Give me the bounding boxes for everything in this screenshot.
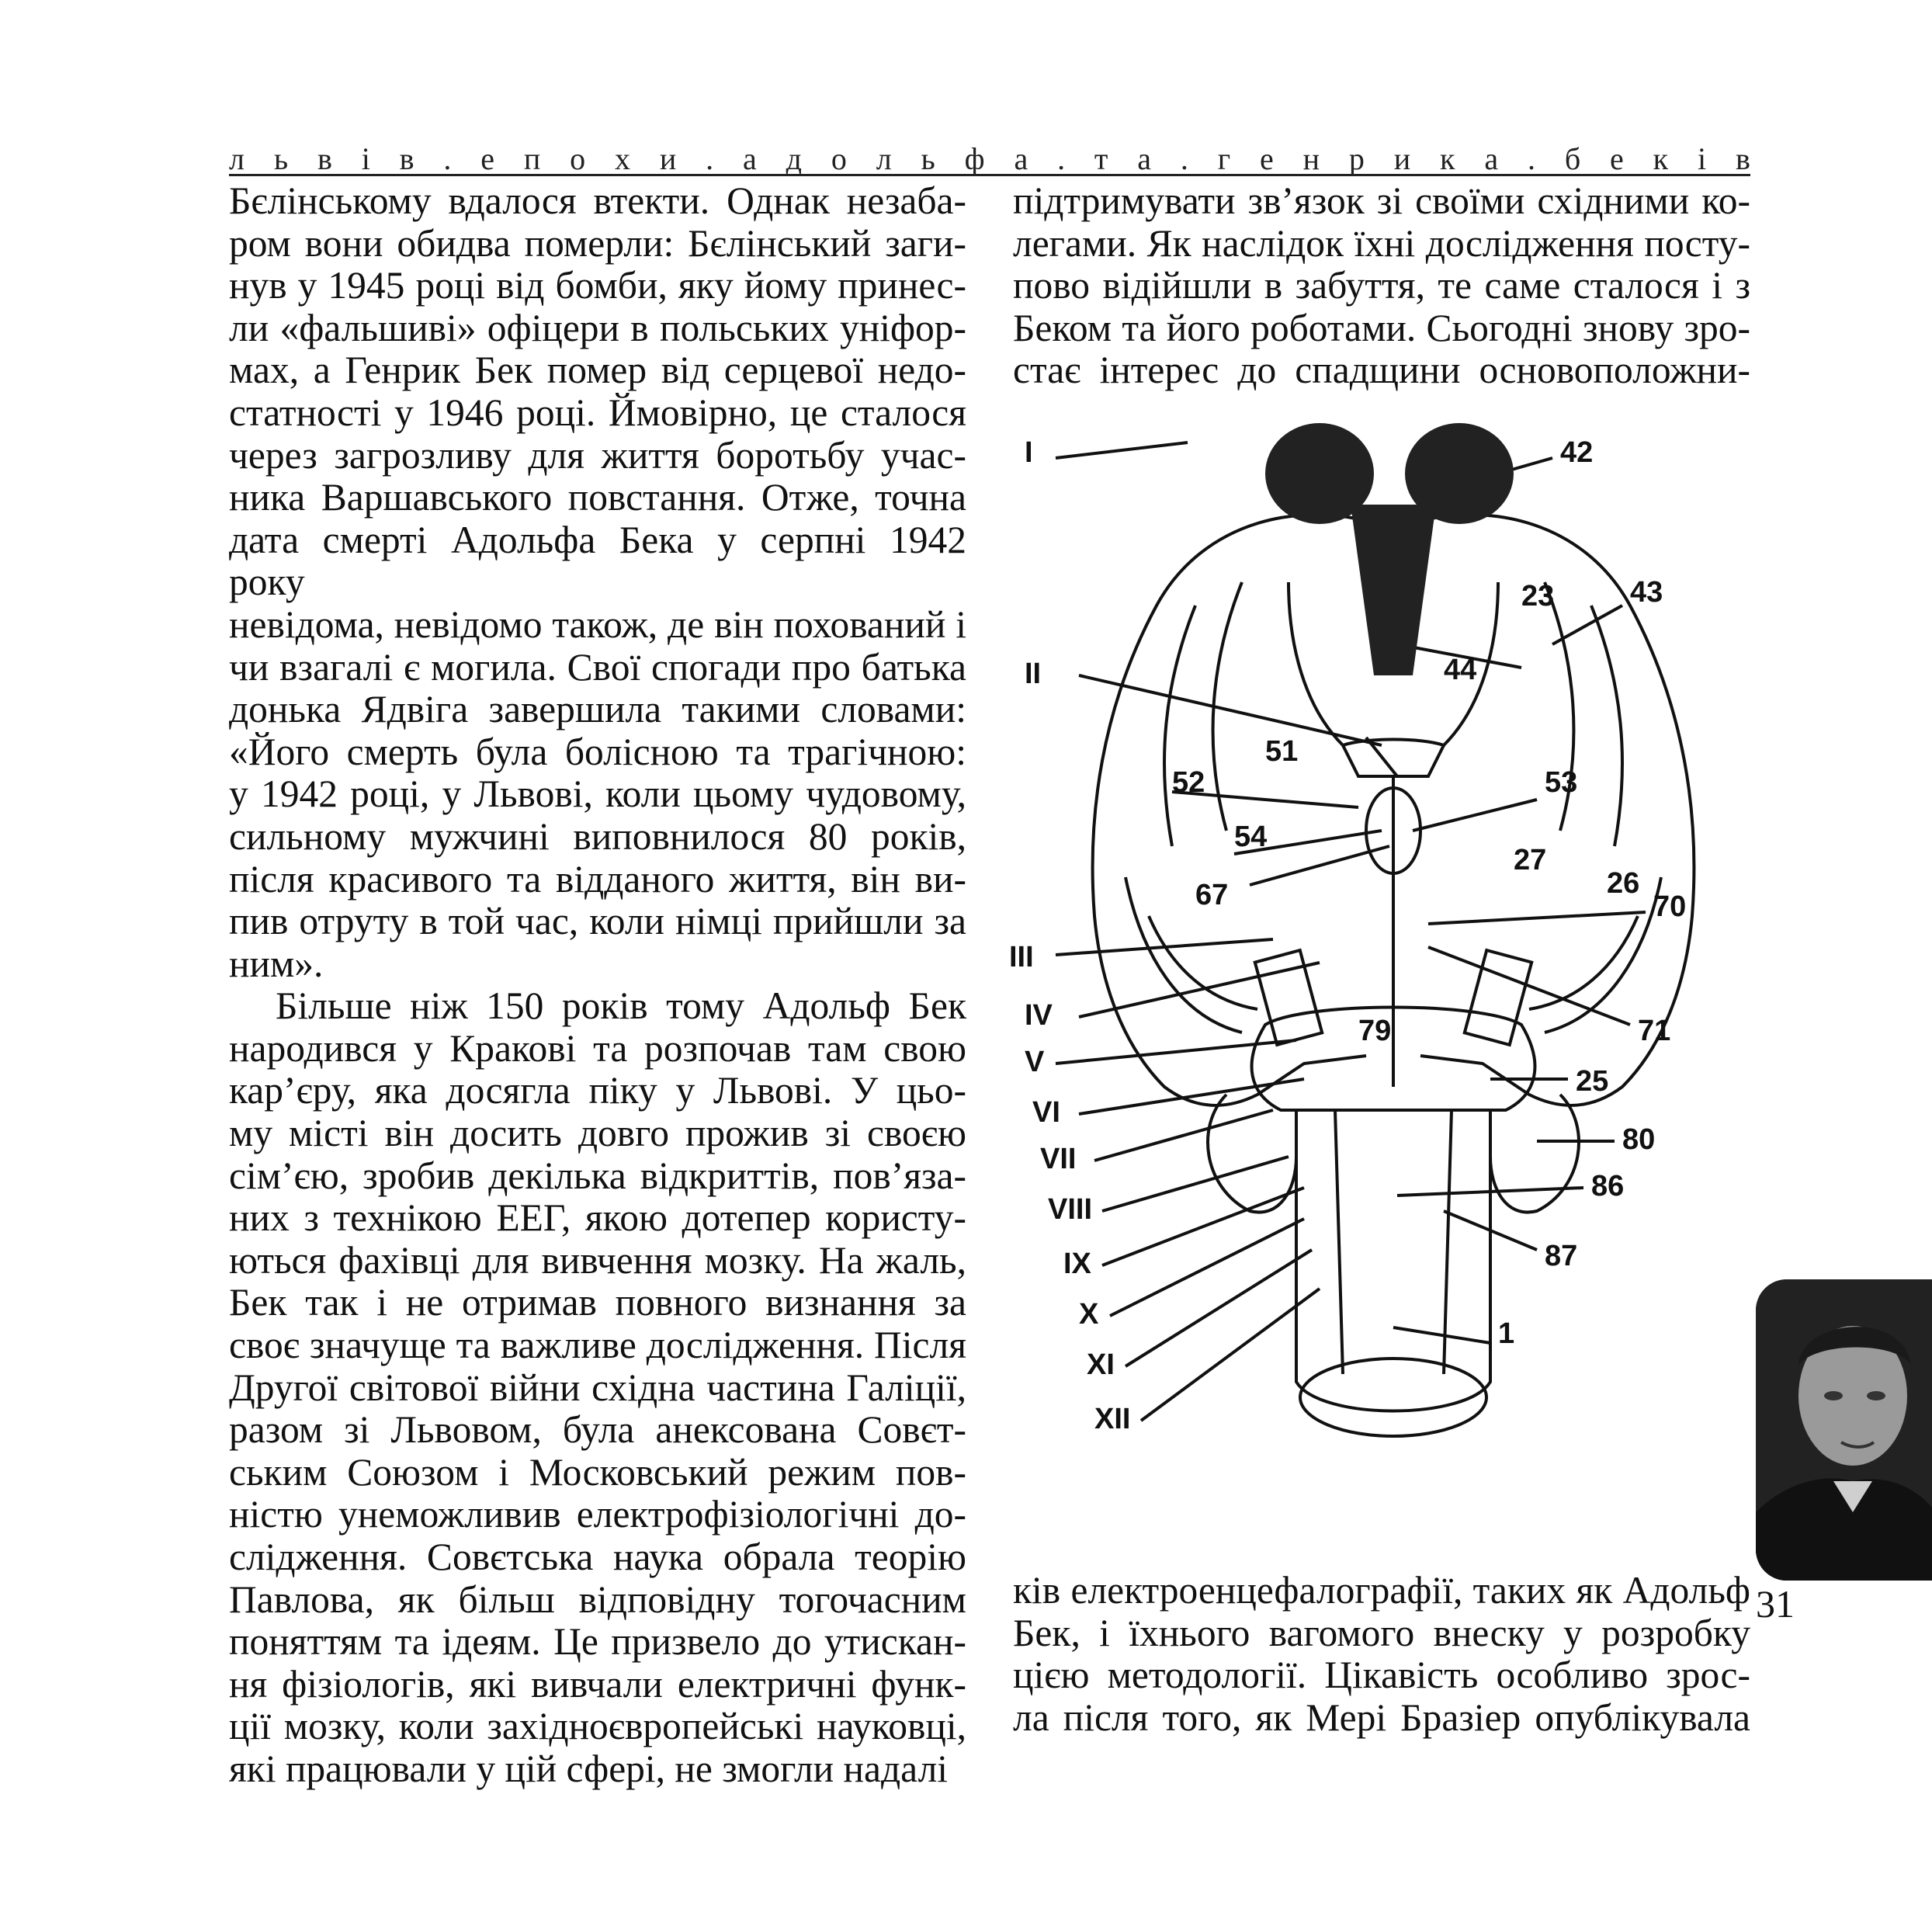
label-roman-8: VIII [1048,1193,1093,1226]
header-letter: е [1610,141,1624,176]
label-25: 25 [1576,1065,1609,1098]
label-roman-9: IX [1063,1248,1091,1280]
header-letter: и [659,141,677,176]
text-line: стає інтерес до спадщини основоположни- [1013,349,1750,392]
text-line: невідома, невідомо також, де він похований і [229,602,966,646]
header-rule [229,174,1750,176]
text-line: після красивого та відданого життя, він ви- [229,857,966,901]
label-80: 80 [1622,1123,1656,1156]
text-line: сильному мужчині виповнилося 80 років, [229,814,966,858]
label-52: 52 [1172,766,1205,799]
text-line: через загрозливу для життя боротьбу учас- [229,433,966,477]
text-line: ника Варшавського повстання. Отже, точна [229,476,966,519]
header-letter: д [786,141,802,176]
right-column-top [1013,180,1750,392]
text-line: підтримувати зв’язок зі своїми східними ко- [1013,179,1750,222]
text-line: ром вони обидва померли: Бєлінський заги- [229,221,966,265]
header-letter: ь [921,141,935,176]
label-87: 87 [1545,1240,1578,1272]
text-line: у 1942 році, у Львові, коли цьому чудовому, [229,772,966,816]
label-53: 53 [1545,766,1578,799]
text-line: ня фізіологів, які вивчали електричні функ- [229,1662,966,1706]
text-line: Бєлінському вдалося втекти. Однак незаба- [229,179,966,222]
header-letter: о [570,141,586,176]
text-line: Беком та його роботами. Сьогодні знову зро- [1013,306,1750,349]
text-line: цією методології. Цікавість особливо зрос- [1013,1654,1750,1697]
running-header [229,130,1750,177]
text-line: му місті він досить довго прожив зі своєю [229,1112,966,1155]
header-letter: х [615,141,631,176]
text-line: нув у 1945 році від бомби, яку йому принес- [229,264,966,307]
label-86: 86 [1591,1170,1625,1202]
text-line: своє значуще та важливе дослідження. Після [229,1324,966,1367]
portrait-svg [1756,1279,1932,1581]
text-line: пово відійшли в забуття, те саме сталося і з [1013,264,1750,307]
label-roman-6: VI [1032,1096,1060,1129]
text-line: слідження. Совєтська наука обрала теорію [229,1536,966,1578]
header-letter: . [1527,141,1535,176]
text-line: «Його смерть була болісною та трагічною: [229,730,966,773]
text-line: поняттям та ідеям. Це призвело до утискан- [229,1620,966,1664]
text-line: ським Союзом і Московський режим пов- [229,1450,966,1494]
header-letter: е [480,141,495,176]
text-line: Павлова, як більш відповідну тогочасним [229,1577,966,1621]
text-line: Бек так і не отримав повного визнання за [229,1281,966,1324]
header-letter: г [1217,141,1231,176]
header-letter: . [706,141,714,176]
label-roman-5: V [1025,1046,1045,1078]
text-line: кар’єру, яка досягла піку у Львові. У цьо- [229,1069,966,1112]
text-line: народився у Кракові та розпочав там свою [229,1026,966,1070]
label-26: 26 [1607,867,1640,900]
page-number: 31 [1756,1582,1795,1626]
header-letter: п [523,141,541,176]
header-letter: а [1137,141,1152,176]
label-1: 1 [1498,1317,1515,1350]
label-roman-3: III [1009,941,1034,973]
portrait-photo [1756,1279,1932,1581]
header-letter: к [1440,141,1455,176]
label-71: 71 [1638,1015,1671,1047]
header-letter: л [876,141,892,176]
text-line: чи взагалі є могила. Свої спогади про батька [229,645,966,689]
header-letter: л [229,141,245,176]
text-line: статності у 1946 році. Ймовірно, це сталося [229,390,966,434]
label-51: 51 [1265,735,1299,768]
header-letter: а [743,141,757,176]
header-letter: т [1094,141,1108,176]
header-letter: и [1393,141,1411,176]
text-line: Бек, і їхнього вагомого внеску у розробку [1013,1611,1750,1654]
header-letter: к [1653,141,1669,176]
header-letter: ф [964,141,985,176]
text-line: мах, а Генрик Бек помер від серцевої недо- [229,349,966,392]
text-line: сім’єю, зробив декілька відкриттів, пов’яза- [229,1154,966,1197]
header-letter: о [831,141,847,176]
label-79: 79 [1358,1015,1392,1047]
label-roman-7: VII [1040,1143,1077,1175]
header-letter: і [1697,141,1707,176]
header-letter: . [1180,141,1188,176]
label-67: 67 [1195,879,1229,911]
brain-base-diagram [1009,411,1778,1529]
header-letter: ь [273,141,289,176]
header-letter: а [1014,141,1028,176]
label-43: 43 [1630,576,1663,609]
text-line: донька Ядвіга завершила такими словами: [229,688,966,731]
header-letter: . [443,141,452,176]
label-roman-4: IV [1025,999,1053,1032]
label-roman-1: I [1025,436,1033,469]
header-letter: е [1260,141,1274,176]
header-letter: . [1057,141,1066,176]
header-letter: б [1564,141,1581,176]
text-line: ністю унеможливив електрофізіологічні до- [229,1493,966,1536]
label-roman-2: II [1025,658,1042,690]
text-line: Більше ніж 150 років тому Адольф Бек [276,984,966,1028]
label-27: 27 [1514,844,1547,876]
label-23: 23 [1521,580,1555,613]
text-line: ків електроенцефалографії, таких як Адольф [1013,1569,1750,1612]
text-line: ним». [229,942,324,985]
label-roman-11: XI [1087,1348,1115,1381]
label-roman-12: XII [1094,1403,1131,1435]
text-line: разом зі Львовом, була анексована Совєт- [229,1408,966,1452]
text-line: дата смерті Адольфа Бека у серпні 1942 року [229,518,966,604]
text-line: ються фахівці для вивчення мозку. На жаль, [229,1238,966,1282]
header-letter: н [1302,141,1320,176]
brain-diagram-svg [1009,411,1778,1529]
header-letter: в [317,141,332,176]
header-letter: в [399,141,414,176]
label-roman-10: X [1079,1298,1099,1331]
text-line: Другої світової війни східна частина Галіції, [229,1366,966,1409]
label-54: 54 [1234,821,1268,853]
text-line: легами. Як наслідок їхні дослідження посту- [1013,221,1750,265]
text-line: ли «фальшиві» офіцери в польських уніфор- [229,306,966,349]
text-line: них з технікою ЕЕГ, якою дотепер користу- [229,1196,966,1240]
text-line: які працювали у цій сфері, не змогли надалі [229,1747,949,1790]
label-42: 42 [1560,436,1594,469]
label-44: 44 [1444,654,1477,686]
right-column-bottom [1013,1570,1750,1739]
header-letter: і [361,141,370,176]
header-letter: в [1735,141,1750,176]
text-line: ції мозку, коли західноєвропейські науковці, [229,1705,966,1748]
label-70: 70 [1653,890,1687,923]
header-letter: а [1484,141,1499,176]
text-line: ла після того, як Мері Бразіер опублікувала [1013,1695,1750,1739]
text-line: пив отруту в той час, коли німці прийшли за [229,900,966,943]
header-letter: р [1348,141,1365,176]
left-column [229,180,966,1791]
